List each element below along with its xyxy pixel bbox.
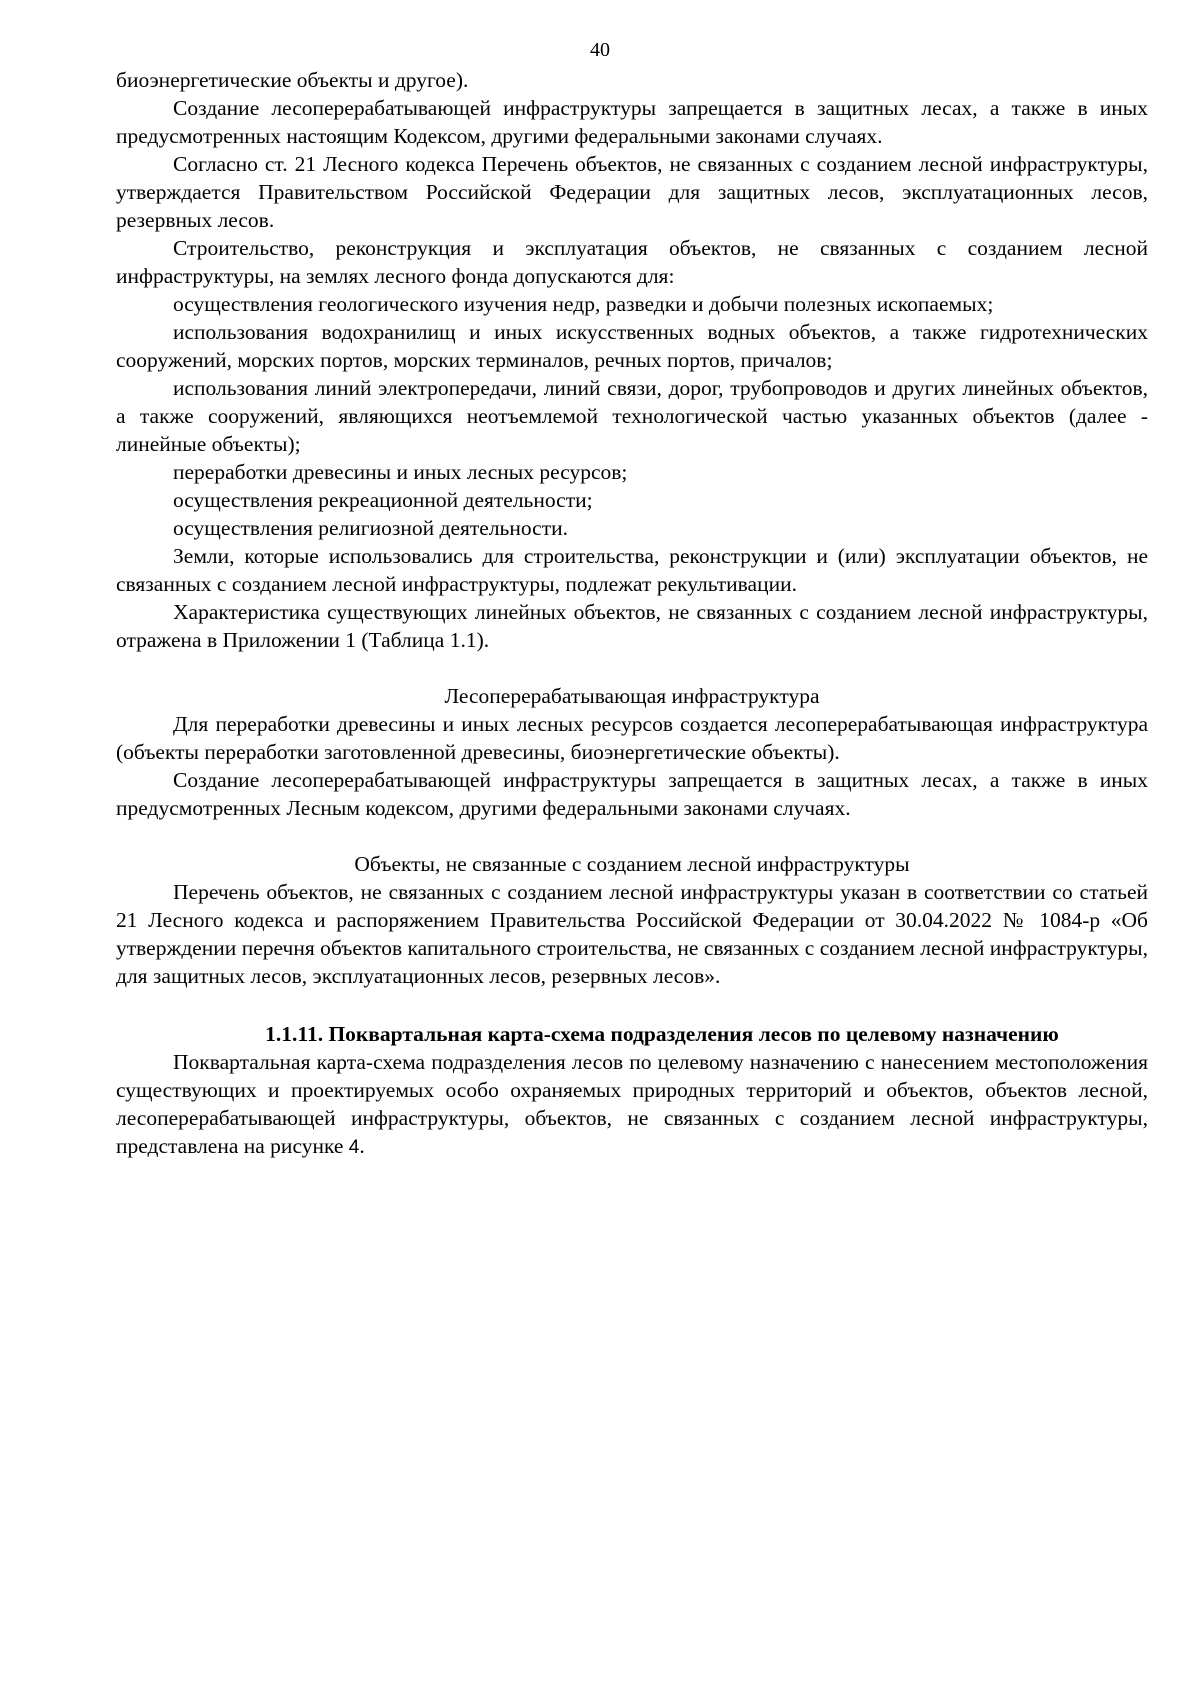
list-item: осуществления геологического изучения недр, разведки и добычи полезных ископаемых; — [173, 292, 994, 316]
list-item: осуществления религиозной деятельности. — [173, 516, 568, 540]
paragraph: Для переработки древесины и иных лесных ресурсов создается лесоперерабатывающая инфраструктура (объекты переработки заготовленной древесины, биоэнергетические объекты). — [116, 712, 1148, 764]
list-item: использования линий электропередачи, линий связи, дорог, трубопроводов и других линейных объектов, а также сооружений, являющихся неотъемлемой технологической частью указанных объектов (далее - линейные объекты); — [116, 376, 1148, 456]
paragraph-map-reference — [116, 1048, 1148, 1162]
list-item: использования водохранилищ и иных искусственных водных объектов, а также гидротехнических сооружений, морских портов, морских терминалов, речных портов, причалов; — [116, 320, 1148, 372]
paragraph: Характеристика существующих линейных объектов, не связанных с созданием лесной инфраструктуры, отражена в Приложении 1 (Таблица 1.1). — [116, 600, 1148, 652]
page-content — [116, 66, 1148, 1162]
paragraph-text: Поквартальная карта-схема подразделения лесов по целевому назначению с нанесением местоположения существующих и проектируемых особо охраняемых природных территорий и объектов, объектов лесной, лесоперерабатывающей инфраструктуры, объектов, не связанных с созданием лесной инфраструктуры, представлена на рисунке — [116, 1050, 1148, 1158]
paragraph: биоэнергетические объекты и другое). — [116, 68, 469, 92]
paragraph: Строительство, реконструкция и эксплуатация объектов, не связанных с созданием лесной инфраструктуры, на землях лесного фонда допускаются для: — [116, 236, 1148, 288]
list-item: осуществления рекреационной деятельности; — [173, 488, 593, 512]
section-heading-processing-infrastructure: Лесоперерабатывающая инфраструктура — [444, 684, 820, 708]
section-heading-unrelated-objects: Объекты, не связанные с созданием лесной инфраструктуры — [354, 852, 910, 876]
list-item: переработки древесины и иных лесных ресурсов; — [173, 460, 628, 484]
figure-number: 4 — [348, 1137, 360, 1158]
subsection-heading-map: 1.1.11. Поквартальная карта-схема подразделения лесов по целевому назначению — [265, 1022, 1059, 1046]
paragraph: Согласно ст. 21 Лесного кодекса Перечень объектов, не связанных с созданием лесной инфраструктуры, утверждается Правительством Российской Федерации для защитных лесов, эксплуатационных лесов, резервных лесов. — [116, 152, 1148, 232]
paragraph-end: . — [359, 1134, 365, 1158]
paragraph: Перечень объектов, не связанных с созданием лесной инфраструктуры указан в соответствии со статьей 21 Лесного кодекса и распоряжением Правительства Российской Федерации от 30.04.2022 № 1084-р «Об утверждении перечня объектов капитального строительства, не связанных с созданием лесной инфраструктуры, для защитных лесов, эксплуатационных лесов, резервных лесов». — [116, 880, 1148, 988]
purposes-list — [116, 290, 1148, 542]
paragraph: Создание лесоперерабатывающей инфраструктуры запрещается в защитных лесах, а также в иных предусмотренных настоящим Кодексом, другими федеральными законами случаях. — [116, 96, 1148, 148]
paragraph: Земли, которые использовались для строительства, реконструкции и (или) эксплуатации объектов, не связанных с созданием лесной инфраструктуры, подлежат рекультивации. — [116, 544, 1148, 596]
paragraph: Создание лесоперерабатывающей инфраструктуры запрещается в защитных лесах, а также в иных предусмотренных Лесным кодексом, другими федеральными законами случаях. — [116, 768, 1148, 820]
page-number: 40 — [590, 39, 610, 61]
